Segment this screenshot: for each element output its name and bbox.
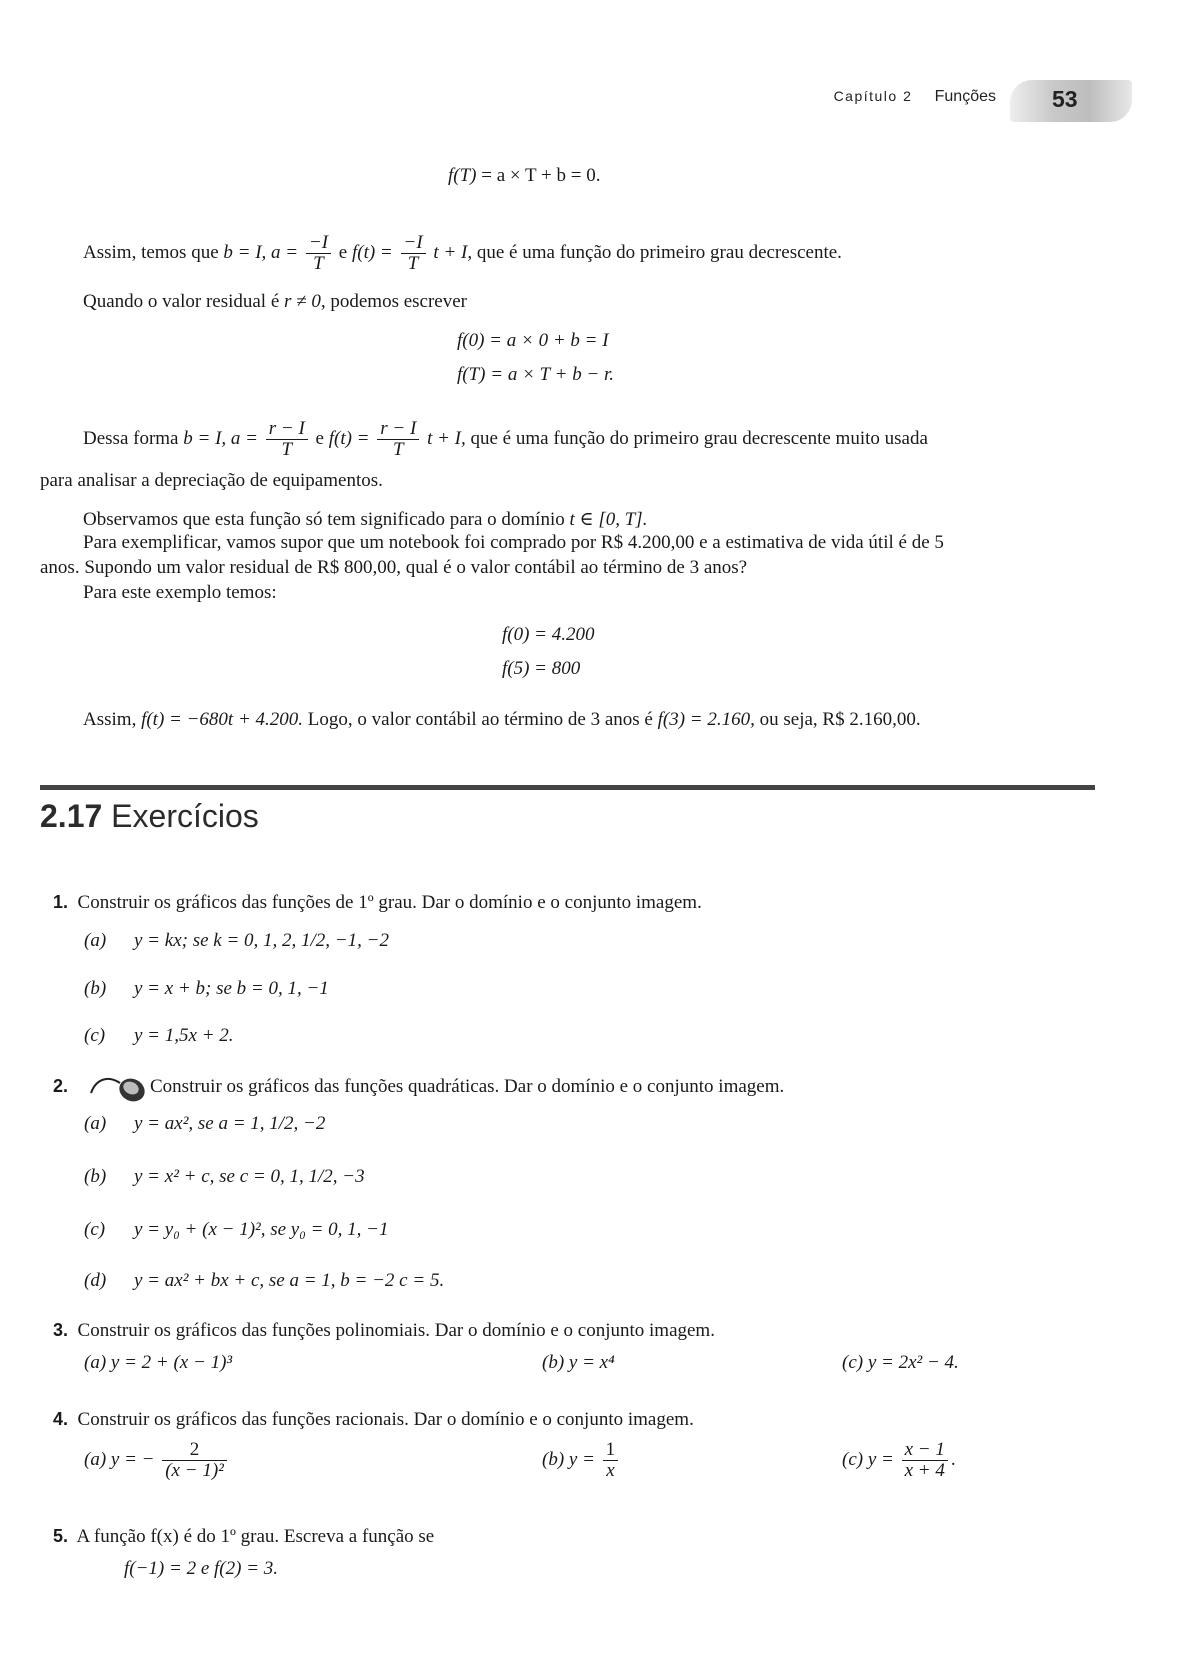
item-math: y = 2 + (x − 1)³ — [110, 1352, 233, 1373]
exercise-text: Construir os gráficos das funções polinomiais. Dar o domínio e o conjunto imagem. — [77, 1320, 715, 1341]
fraction-numerator: 1 — [603, 1440, 619, 1461]
math-text: r ≠ 0, — [284, 291, 326, 312]
paragraph-result-residual — [83, 419, 928, 460]
section-number: 2.17 — [40, 798, 103, 834]
math-text: b = I, a = — [183, 427, 258, 449]
item-math: y = kx; se k = 0, 1, 2, 1/2, −1, −2 — [134, 930, 389, 951]
exercise-2-number — [53, 1076, 68, 1098]
exercise-2d — [84, 1270, 444, 1292]
fraction — [902, 1440, 948, 1481]
fraction — [266, 419, 308, 460]
math-text: f(t) = — [328, 427, 370, 449]
fraction-numerator: r − I — [266, 419, 308, 440]
text: podemos escrever — [325, 291, 467, 312]
item-math: y = − — [110, 1448, 155, 1470]
item-label: (b) — [84, 978, 107, 999]
text: Observamos que esta função só tem significado para o domínio — [83, 509, 570, 530]
page-number: 53 — [1052, 86, 1078, 112]
exercise-4b — [542, 1440, 621, 1481]
exercise-5 — [53, 1526, 434, 1548]
fraction-denominator: x + 4 — [904, 1459, 945, 1481]
item-label: (a) — [84, 930, 107, 951]
item-label: (a) — [84, 1113, 107, 1134]
exercise-1c — [84, 1025, 234, 1047]
equation-rhs: = a × T + b = 0. — [476, 165, 601, 186]
section-title: Exercícios — [111, 798, 259, 834]
math-text: t + I, — [433, 241, 473, 263]
item-label: (a) — [84, 1352, 107, 1373]
fraction — [377, 419, 419, 460]
math-text: f(t) = — [351, 241, 393, 263]
fraction-numerator: 2 — [162, 1440, 227, 1461]
paragraph-result-zero-residual — [83, 233, 842, 274]
exercise-4 — [53, 1409, 694, 1431]
math-text: b = I, a = — [223, 241, 299, 263]
exercise-number: 5. — [53, 1526, 69, 1546]
math-text: t ∈ [0, T]. — [569, 509, 648, 530]
text: e — [315, 427, 324, 449]
item-math: y = x + b; se b = 0, 1, −1 — [134, 978, 329, 999]
item-math: y = — [867, 1448, 894, 1470]
fraction-denominator: T — [393, 438, 404, 460]
item-label: (a) — [84, 1448, 107, 1470]
exercise-2b — [84, 1166, 365, 1188]
text: Assim, — [83, 709, 142, 730]
math-text: t + I, — [427, 427, 466, 449]
fraction — [162, 1440, 227, 1481]
fraction-denominator: T — [407, 252, 419, 274]
exercise-4c — [842, 1440, 956, 1481]
exercise-number: 3. — [53, 1320, 69, 1340]
equation-f0-value: f(0) = 4.200 — [502, 624, 595, 645]
math-text: f(t) = −680t + 4.200. — [141, 709, 304, 730]
item-math: y = x² + c, se c = 0, 1, 1/2, −3 — [134, 1166, 365, 1187]
chapter-label: Capítulo 2 — [833, 88, 913, 104]
item-math: y = y₀ + (x − 1)², se y₀ = 0, 1, −1 — [134, 1219, 389, 1240]
fraction-numerator: −I — [401, 233, 426, 254]
section-heading — [40, 798, 259, 835]
text: que é uma função do primeiro grau decrescente muito usada — [465, 427, 928, 449]
exercise-text: Construir os gráficos das funções racionais. Dar o domínio e o conjunto imagem. — [77, 1409, 694, 1430]
exercise-3 — [53, 1320, 715, 1342]
paragraph-example-line-2: anos. Supondo um valor residual de R$ 800,00, qual é o valor contábil ao término de 3 anos? — [40, 557, 748, 578]
exercise-3a — [84, 1352, 232, 1374]
item-math: y = 1,5x + 2. — [134, 1025, 234, 1046]
item-label: (b) — [542, 1352, 565, 1373]
text: ou seja, R$ 2.160,00. — [754, 709, 921, 730]
item-math: y = x⁴ — [568, 1352, 615, 1373]
exercise-2a — [84, 1113, 325, 1135]
item-label: (c) — [842, 1448, 864, 1470]
math-text: f(3) = 2.160, — [657, 709, 755, 730]
exercise-number: 2. — [53, 1076, 69, 1096]
item-label: (c) — [84, 1219, 106, 1240]
chapter-title: Funções — [934, 88, 996, 105]
text: e — [338, 241, 348, 263]
paragraph-conclusion — [83, 709, 921, 731]
exercise-1b — [84, 978, 329, 1000]
text: Logo, o valor contábil ao término de 3 anos é — [303, 709, 658, 730]
period: . — [950, 1448, 956, 1470]
exercise-number: 4. — [53, 1409, 69, 1429]
exercise-1 — [53, 892, 702, 914]
exercise-1a — [84, 930, 389, 952]
item-label: (b) — [542, 1448, 565, 1470]
item-math: y = 2x² − 4. — [867, 1352, 959, 1373]
running-head — [834, 88, 996, 106]
equation-f-of-0: f(0) = a × 0 + b = I — [457, 330, 609, 351]
mouse-icon — [88, 1071, 152, 1105]
paragraph-domain — [83, 508, 647, 531]
fraction — [306, 233, 331, 274]
fraction-numerator: r − I — [377, 419, 419, 440]
paragraph-residual-nonzero — [83, 291, 467, 313]
exercise-text: Construir os gráficos das funções de 1º grau. Dar o domínio e o conjunto imagem. — [77, 892, 702, 913]
paragraph-line: para analisar a depreciação de equipamentos. — [40, 470, 383, 491]
fraction — [401, 233, 426, 274]
exercise-3c — [842, 1352, 959, 1374]
item-math: y = ax² + bx + c, se a = 1, b = −2 c = 5. — [134, 1270, 445, 1291]
equation-f-of-T — [448, 165, 600, 187]
exercise-5-condition: f(−1) = 2 e f(2) = 3. — [124, 1558, 279, 1579]
fraction-denominator: (x − 1)² — [165, 1459, 224, 1481]
text: Assim, temos que — [83, 241, 224, 263]
item-math: y = — [568, 1448, 595, 1470]
text: Dessa forma — [83, 427, 184, 449]
fraction — [603, 1440, 619, 1481]
item-label: (c) — [842, 1352, 864, 1373]
fraction-denominator: T — [313, 252, 324, 274]
section-rule — [40, 785, 1095, 790]
item-math: y = ax², se a = 1, 1/2, −2 — [134, 1113, 326, 1134]
fraction-numerator: x − 1 — [902, 1440, 948, 1461]
fraction-denominator: x — [606, 1459, 615, 1481]
exercise-3b — [542, 1352, 615, 1374]
exercise-2-text: Construir os gráficos das funções quadráticas. Dar o domínio e o conjunto imagem. — [150, 1076, 785, 1097]
exercise-4a — [84, 1440, 230, 1481]
equation-f5-value: f(5) = 800 — [502, 658, 581, 679]
item-label: (c) — [84, 1025, 106, 1046]
item-label: (d) — [84, 1270, 107, 1291]
item-label: (b) — [84, 1166, 107, 1187]
text: Quando o valor residual é — [83, 291, 285, 312]
exercise-2c — [84, 1219, 388, 1241]
fraction-denominator: T — [281, 438, 293, 460]
exercise-number: 1. — [53, 892, 69, 912]
equation-f-of-T-residual: f(T) = a × T + b − r. — [457, 364, 615, 385]
exercise-text: A função f(x) é do 1º grau. Escreva a função se — [76, 1526, 435, 1547]
paragraph-example-line-1: Para exemplificar, vamos supor que um notebook foi comprado por R$ 4.200,00 e a estimativa de vida útil é de 5 — [83, 532, 944, 553]
text: que é uma função do primeiro grau decrescente. — [472, 241, 842, 263]
fraction-numerator: −I — [306, 233, 331, 254]
equation-lhs: f(T) — [448, 165, 477, 186]
paragraph-example-intro: Para este exemplo temos: — [83, 582, 277, 603]
